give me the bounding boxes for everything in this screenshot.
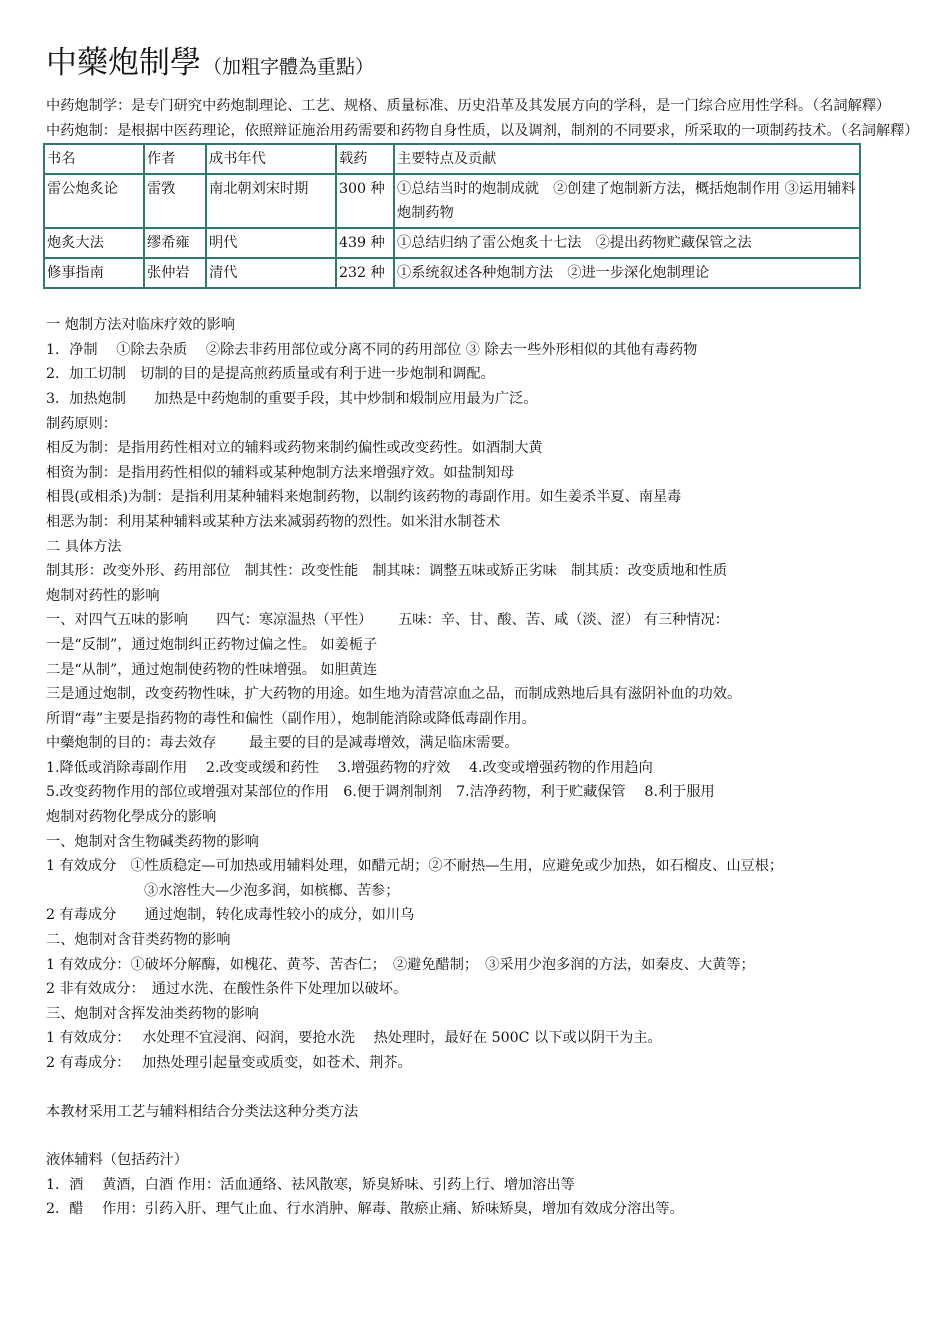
text-line: 制其形：改变外形、药用部位 制其性：改变性能 制其味：调整五味或矫正劣味 制其质：改变质地和性质 <box>46 563 728 580</box>
table-row <box>44 258 860 288</box>
text-line: 炮制对药性的影响 <box>46 587 160 604</box>
list-item: 2．醋 作用：引药入肝、理气止血、行水消肿、解毒、散瘀止痛、矫味矫臭，增加有效成分溶出等。 <box>46 1201 684 1218</box>
text-line: 1 有效成分： 水处理不宜浸润、闷润，要抢水洗 热处理时，最好在 500C 以下或以阴干为主。 <box>46 1030 662 1047</box>
text-line: 相资为制：是指用药性相似的辅料或某种炮制方法来增强疗效。如盐制知母 <box>46 464 515 481</box>
text-line: 1 有效成分 ①性质稳定—可加热或用辅料处理，如醋元胡；②不耐热—生用，应避免或少加热，如石榴皮、山豆根； <box>46 858 784 875</box>
text-line: 1 有效成分：①破坏分解酶，如槐花、黄芩、苦杏仁； ②避免醋制； ③采用少泡多润的方法，如秦皮、大黄等； <box>46 956 755 973</box>
text-line: 1．净制 ①除去杂质 ②除去非药用部位或分离不同的药用部位 ③ 除去一些外形相似的其他有毒药物 <box>46 341 698 358</box>
main-notes <box>46 313 916 1075</box>
table-cell: ①总结当时的炮制成就 ②创建了炮制新方法，概括炮制作用 ③运用辅料炮制药物 <box>394 174 860 228</box>
title <box>46 38 916 82</box>
definition-paragraph: 中药炮制：是根据中医药理论，依照辩证施治用药需要和药物自身性质，以及调剂，制剂的不同要求，所采取的一项制药技术。（名詞解釋） <box>46 122 919 139</box>
table-header-cell: 书名 <box>44 144 144 174</box>
table-cell: 明代 <box>206 228 336 258</box>
text-line: 2 非有效成分： 通过水洗、在酸性条件下处理加以破坏。 <box>46 981 408 998</box>
text-line: 2 有毒成分： 加热处理引起量变或质变，如苍术、荆芥。 <box>46 1055 412 1071</box>
text-line: 制药原则： <box>46 415 117 432</box>
table-cell: 300 种 <box>336 174 394 228</box>
table-header-row <box>44 144 860 174</box>
definitions <box>46 94 919 143</box>
table-cell: 南北朝刘宋时期 <box>206 174 336 228</box>
text-line: 5.改变药物作用的部位或增强对某部位的作用 6.便于调剂制剂 7.洁净药物，利于贮藏保管 8.利于服用 <box>46 784 715 801</box>
text-line: 一、炮制对含生物碱类药物的影响 <box>46 833 259 850</box>
table-cell: 张仲岩 <box>144 258 206 288</box>
title-subtitle: （加粗字體為重點） <box>203 56 375 78</box>
liquid-adjuvants-section <box>46 1148 916 1222</box>
text-line: 一、对四气五味的影响 四气：寒凉温热（平性） 五味：辛、甘、酸、苦、咸（淡、涩） 有三种情况： <box>46 612 729 629</box>
table-cell: 缪希雍 <box>144 228 206 258</box>
table-header-cell: 主要特点及贡献 <box>394 144 860 174</box>
table-cell: 雷公炮炙论 <box>44 174 144 228</box>
text-line: 一是“反制”，通过炮制纠正药物过偏之性。 如姜栀子 <box>46 636 378 653</box>
table-row <box>44 228 860 258</box>
text-line: 三是通过炮制，改变药物性味，扩大药物的用途。如生地为清营凉血之品，而制成熟地后具有滋阴补血的功效。 <box>46 686 742 703</box>
text-line: 2 有毒成分 通过炮制，转化成毒性较小的成分，如川乌 <box>46 907 415 924</box>
classification-note: 本教材采用工艺与辅料相结合分类法这种分类方法 <box>46 1103 359 1120</box>
table-cell: ①系统叙述各种炮制方法 ②进一步深化炮制理论 <box>394 258 860 288</box>
table-cell: 雷敩 <box>144 174 206 228</box>
table-header-cell: 作者 <box>144 144 206 174</box>
table-cell: 炮炙大法 <box>44 228 144 258</box>
text-line: 1.降低或消除毒副作用 2.改变或缓和药性 3.增强药物的疗效 4.改变或增强药物的作用趋向 <box>46 759 653 776</box>
text-line: 三、炮制对含挥发油类药物的影响 <box>46 1005 259 1022</box>
definition-paragraph: 中药炮制学：是专门研究中药炮制理论、工艺、规格、质量标准、历史沿革及其发展方向的学科，是一门综合应用性学科。（名詞解釋） <box>46 98 891 114</box>
text-line: 一 炮制方法对临床疗效的影响 <box>46 317 235 334</box>
section-heading: 液体辅料（包括药汁） <box>46 1152 188 1169</box>
table-cell: 439 种 <box>336 228 394 258</box>
text-line: 二、炮制对含苷类药物的影响 <box>46 932 231 949</box>
table-cell: ①总结归纳了雷公炮炙十七法 ②提出药物贮藏保管之法 <box>394 228 860 258</box>
document-page <box>46 38 919 1222</box>
table-header-cell: 成书年代 <box>206 144 336 174</box>
text-line-indented: ③水溶性大—少泡多润，如槟榔、苦参； <box>144 882 400 899</box>
list-item: 1．酒 黄酒，白酒 作用：活血通络、祛风散寒，矫臭矫味、引药上行、增加溶出等 <box>46 1176 575 1193</box>
text-line: 相反为制：是指用药性相对立的辅料或药物来制约偏性或改变药性。如酒制大黄 <box>46 440 543 457</box>
text-line: 相畏(或相杀)为制：是指利用某种辅料来炮制药物，以制约该药物的毒副作用。如生姜杀半夏、南星毒 <box>46 489 682 506</box>
text-line: 二是“从制”，通过炮制使药物的性味增强。 如胆黄连 <box>46 661 378 678</box>
text-line: 二 具体方法 <box>46 538 122 555</box>
text-line: 炮制对药物化學成分的影响 <box>46 809 217 826</box>
text-line: 所谓“毒”主要是指药物的毒性和偏性（副作用），炮制能消除或降低毒副作用。 <box>46 710 536 727</box>
title-main: 中藥炮制學 <box>46 45 201 81</box>
text-line: 2．加工切制 切制的目的是提高煎药质量或有利于进一步炮制和调配。 <box>46 366 495 383</box>
table-cell: 232 种 <box>336 258 394 288</box>
table-row <box>44 174 860 228</box>
text-line: 相恶为制：利用某种辅料或某种方法来减弱药物的烈性。如米泔水制苍术 <box>46 513 501 530</box>
text-line: 中藥炮制的目的：毒去效存 最主要的目的是减毒增效，满足临床需要。 <box>46 735 519 752</box>
table-cell: 清代 <box>206 258 336 288</box>
table-cell: 修事指南 <box>44 258 144 288</box>
classic-texts-table <box>43 143 861 289</box>
table-header-cell: 载药 <box>336 144 394 174</box>
text-line: 3．加热炮制 加热是中药炮制的重要手段，其中炒制和煅制应用最为广泛。 <box>46 390 538 407</box>
